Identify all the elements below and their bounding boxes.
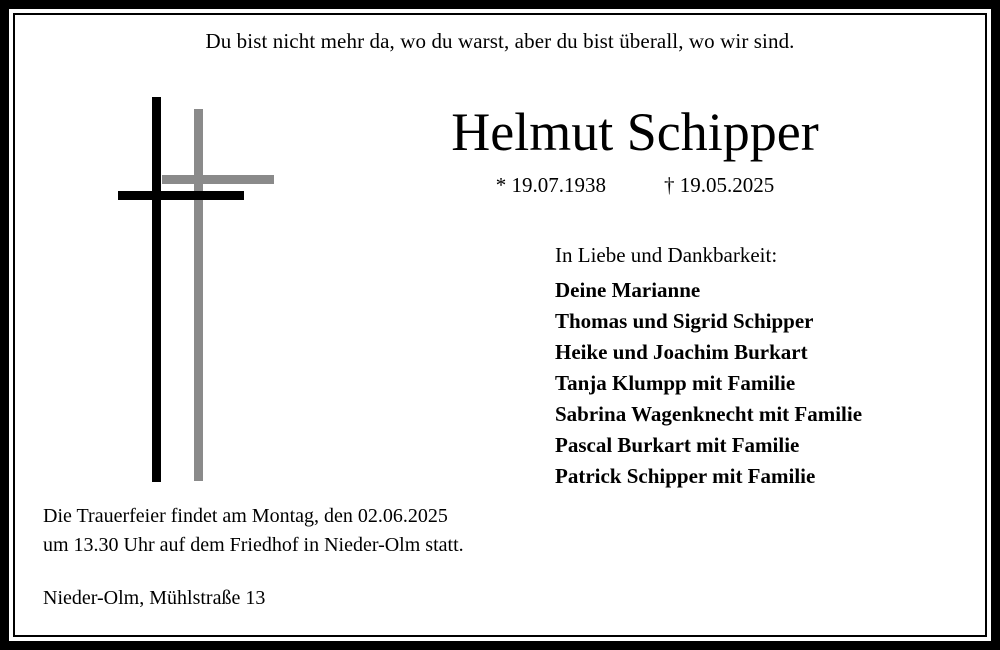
- cross-vertical-light: [194, 109, 203, 481]
- cross-icon: [110, 87, 270, 487]
- cross-vertical-dark: [152, 97, 161, 482]
- service-line-1: Die Trauerfeier findet am Montag, den 02.06.2025: [43, 505, 448, 527]
- family-intro: In Liebe und Dankbarkeit:: [555, 243, 778, 267]
- family-list: [555, 243, 975, 493]
- list-item: Sabrina Wagenknecht mit Familie: [555, 402, 863, 427]
- list-item: Thomas und Sigrid Schipper: [555, 309, 814, 334]
- death-date: † 19.05.2025: [664, 173, 775, 197]
- address-line: Nieder-Olm, Mühlstraße 13: [43, 587, 266, 609]
- cross-horizontal-light: [162, 175, 274, 184]
- list-item: Patrick Schipper mit Familie: [555, 464, 816, 489]
- life-dates: [315, 173, 955, 198]
- deceased-name: Helmut Schipper: [451, 102, 819, 162]
- service-details: [43, 502, 743, 560]
- list-item: Pascal Burkart mit Familie: [555, 433, 800, 458]
- service-line-2: um 13.30 Uhr auf dem Friedhof in Nieder-Olm statt.: [43, 534, 464, 556]
- notice-content: [15, 15, 985, 635]
- cross-horizontal-dark: [118, 191, 244, 200]
- birth-date: * 19.07.1938: [495, 173, 606, 197]
- list-item: Tanja Klumpp mit Familie: [555, 371, 796, 396]
- list-item: Deine Marianne: [555, 278, 701, 302]
- list-item: Heike und Joachim Burkart: [555, 340, 808, 365]
- motto-text: Du bist nicht mehr da, wo du warst, aber du bist überall, wo wir sind.: [205, 29, 795, 53]
